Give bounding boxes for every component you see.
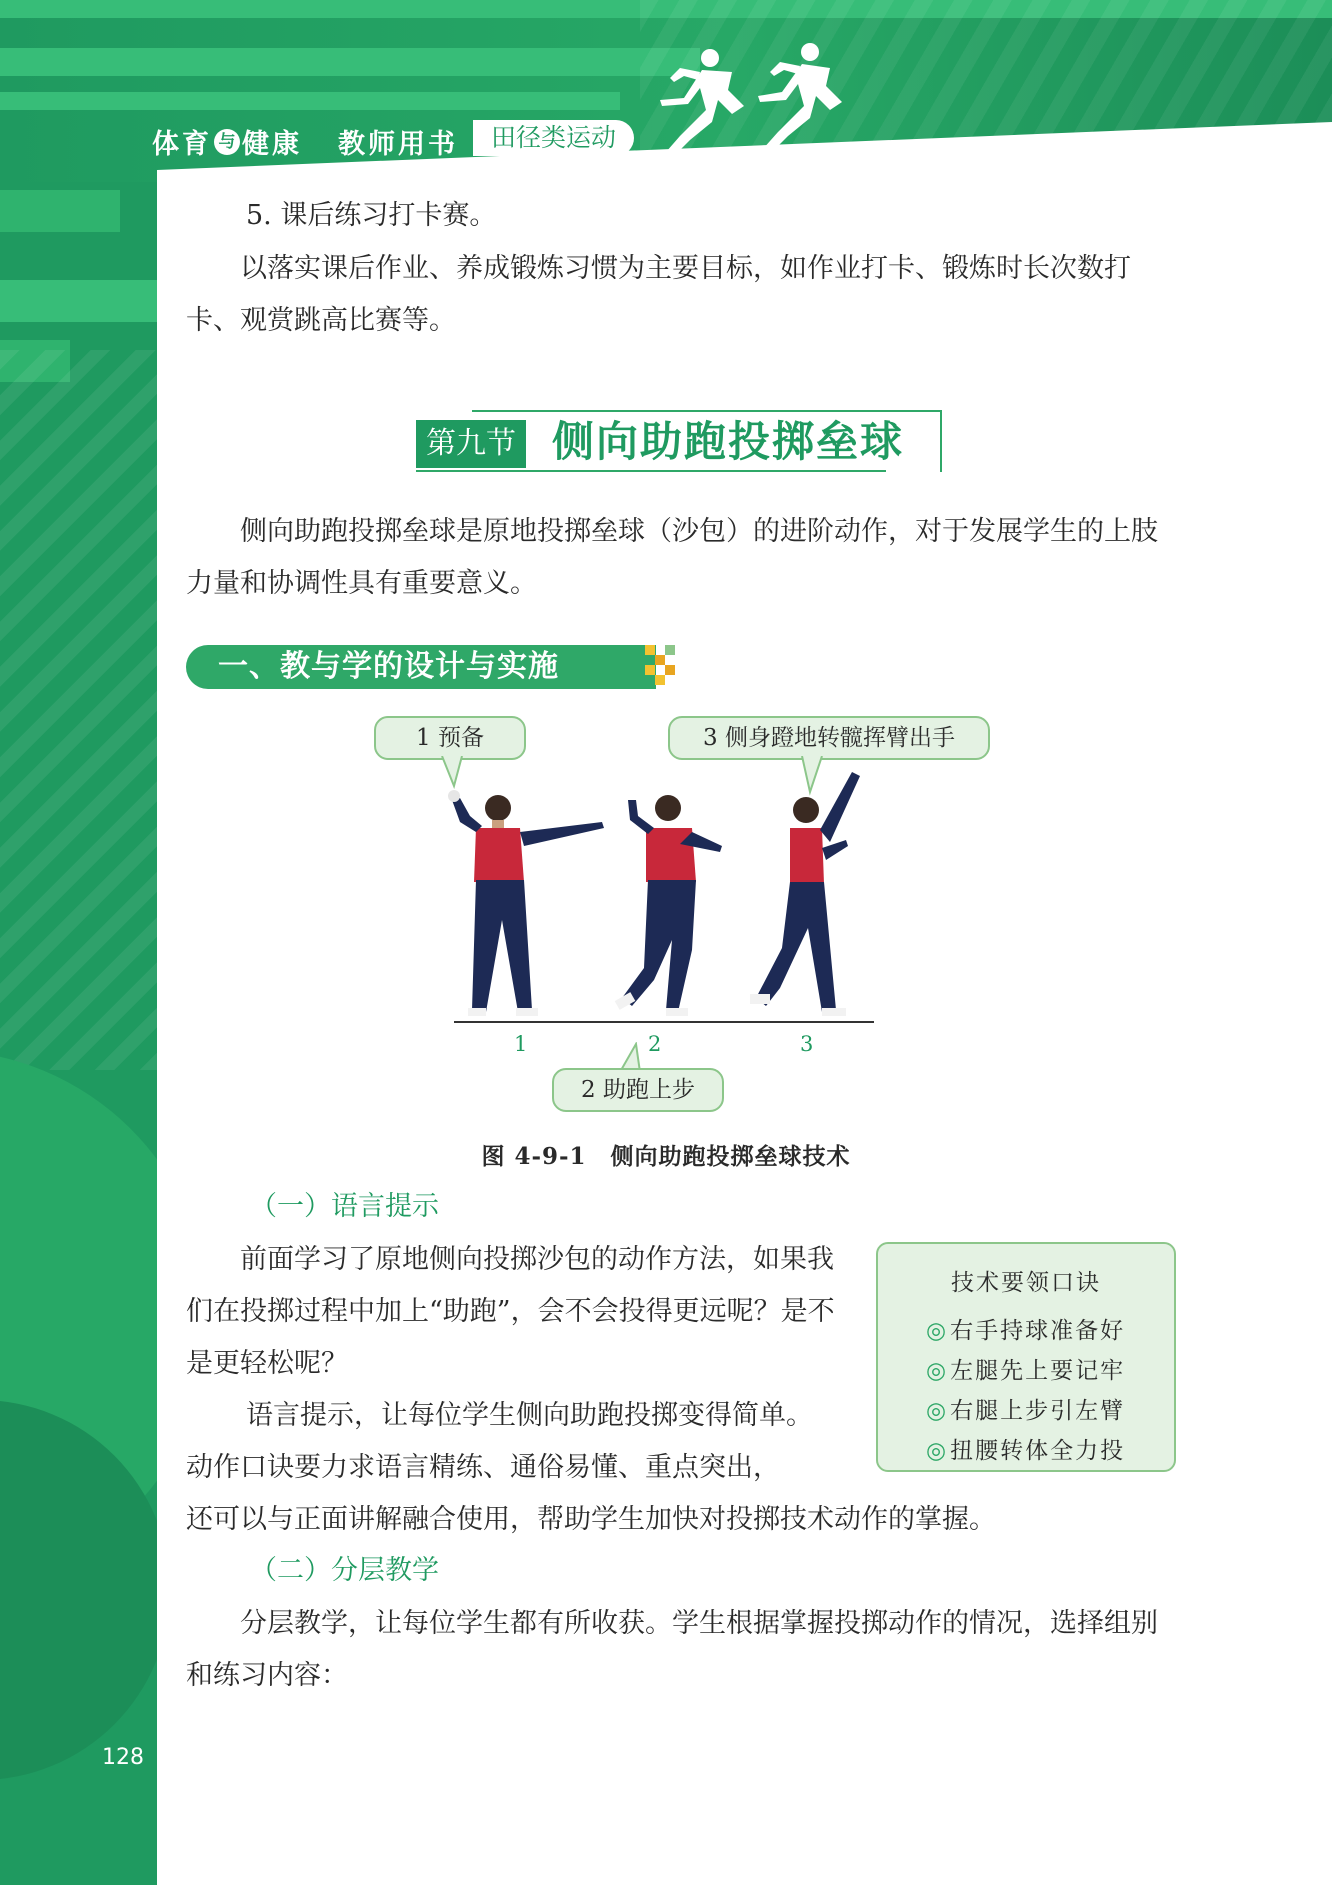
tip-item: ◎右手持球准备好 [926,1318,1126,1344]
section-title: 侧向助跑投掷垒球 [552,417,905,466]
speech-bubble-1: 1 预备 [374,716,526,760]
subheading-language-tips: （一）语言提示 [250,1191,439,1222]
header-stripe [0,92,620,110]
figure-number-2: 2 [648,1032,662,1056]
bubble-tail-1 [440,756,470,790]
part2-paragraph-1: 分层教学，让每位学生都有所收获。学生根据掌握投掷动作的情况，选择组别和练习内容： [186,1608,1158,1691]
tip-item: ◎右腿上步引左臂 [926,1398,1126,1424]
athlete-pose-2 [610,790,740,1020]
tips-title: 技术要领口诀 [951,1270,1101,1296]
figure-number-1: 1 [514,1032,528,1056]
ground-line [454,1021,874,1023]
unit-tag: 田径类运动 [473,120,634,156]
figure-number-3: 3 [800,1032,814,1056]
book-title-b: 健康 [242,129,302,160]
book-title-yu-badge: 与 [214,129,240,155]
part1-paragraph-1: 前面学习了原地侧向投掷沙包的动作方法，如果我们在投掷过程中加上“助跑”，会不会投得更远呢？是不是更轻松呢？ [186,1244,835,1379]
section-intro: 侧向助跑投掷垒球是原地投掷垒球（沙包）的进阶动作，对于发展学生的上肢力量和协调性具有重要意义。 [186,516,1158,599]
speech-bubble-3: 3 侧身蹬地转髋挥臂出手 [668,716,990,760]
item-5-heading: 5. 课后练习打卡赛。 [246,200,497,231]
page-header [0,0,1332,182]
book-title-a: 体育 [152,129,212,160]
speech-bubble-2: 2 助跑上步 [552,1068,724,1112]
header-stripe [0,48,700,76]
runner-silhouettes-icon [640,40,880,160]
tip-item: ◎扭腰转体全力投 [926,1438,1126,1464]
checker-decoration [645,645,675,685]
part1-paragraph-2-line2: 动作口诀要力求语言精练、通俗易懂、重点突出， [186,1452,780,1483]
athlete-pose-3 [740,768,880,1020]
left-decor-band [0,150,157,1885]
part-banner: 一、教与学的设计与实施 [186,645,656,689]
section-heading [416,410,942,472]
teacher-book-label: 教师用书 [338,129,458,160]
part1-paragraph-2-line3: 还可以与正面讲解融合使用，帮助学生加快对投掷技术动作的掌握。 [186,1504,996,1535]
section-label: 第九节 [416,420,526,468]
part1-paragraph-2-line1: 语言提示，让每位学生侧向助跑投掷变得简单。 [246,1400,813,1431]
figure-caption: 图 4-9-1 侧向助跑投掷垒球技术 [481,1143,851,1170]
band-stripes [0,350,157,1070]
technique-tips-box [876,1242,1176,1472]
subheading-tiered-teaching: （二）分层教学 [250,1555,439,1586]
item-5-text: 以落实课后作业、养成锻炼习惯为主要目标，如作业打卡、锻炼时长次数打卡、观赏跳高比赛等。 [186,253,1131,336]
band-block [0,190,120,232]
book-title [152,122,302,161]
athlete-pose-1 [440,790,620,1020]
band-block [0,280,157,322]
page-number: 128 [102,1745,144,1770]
tip-item: ◎左腿先上要记牢 [926,1358,1126,1384]
